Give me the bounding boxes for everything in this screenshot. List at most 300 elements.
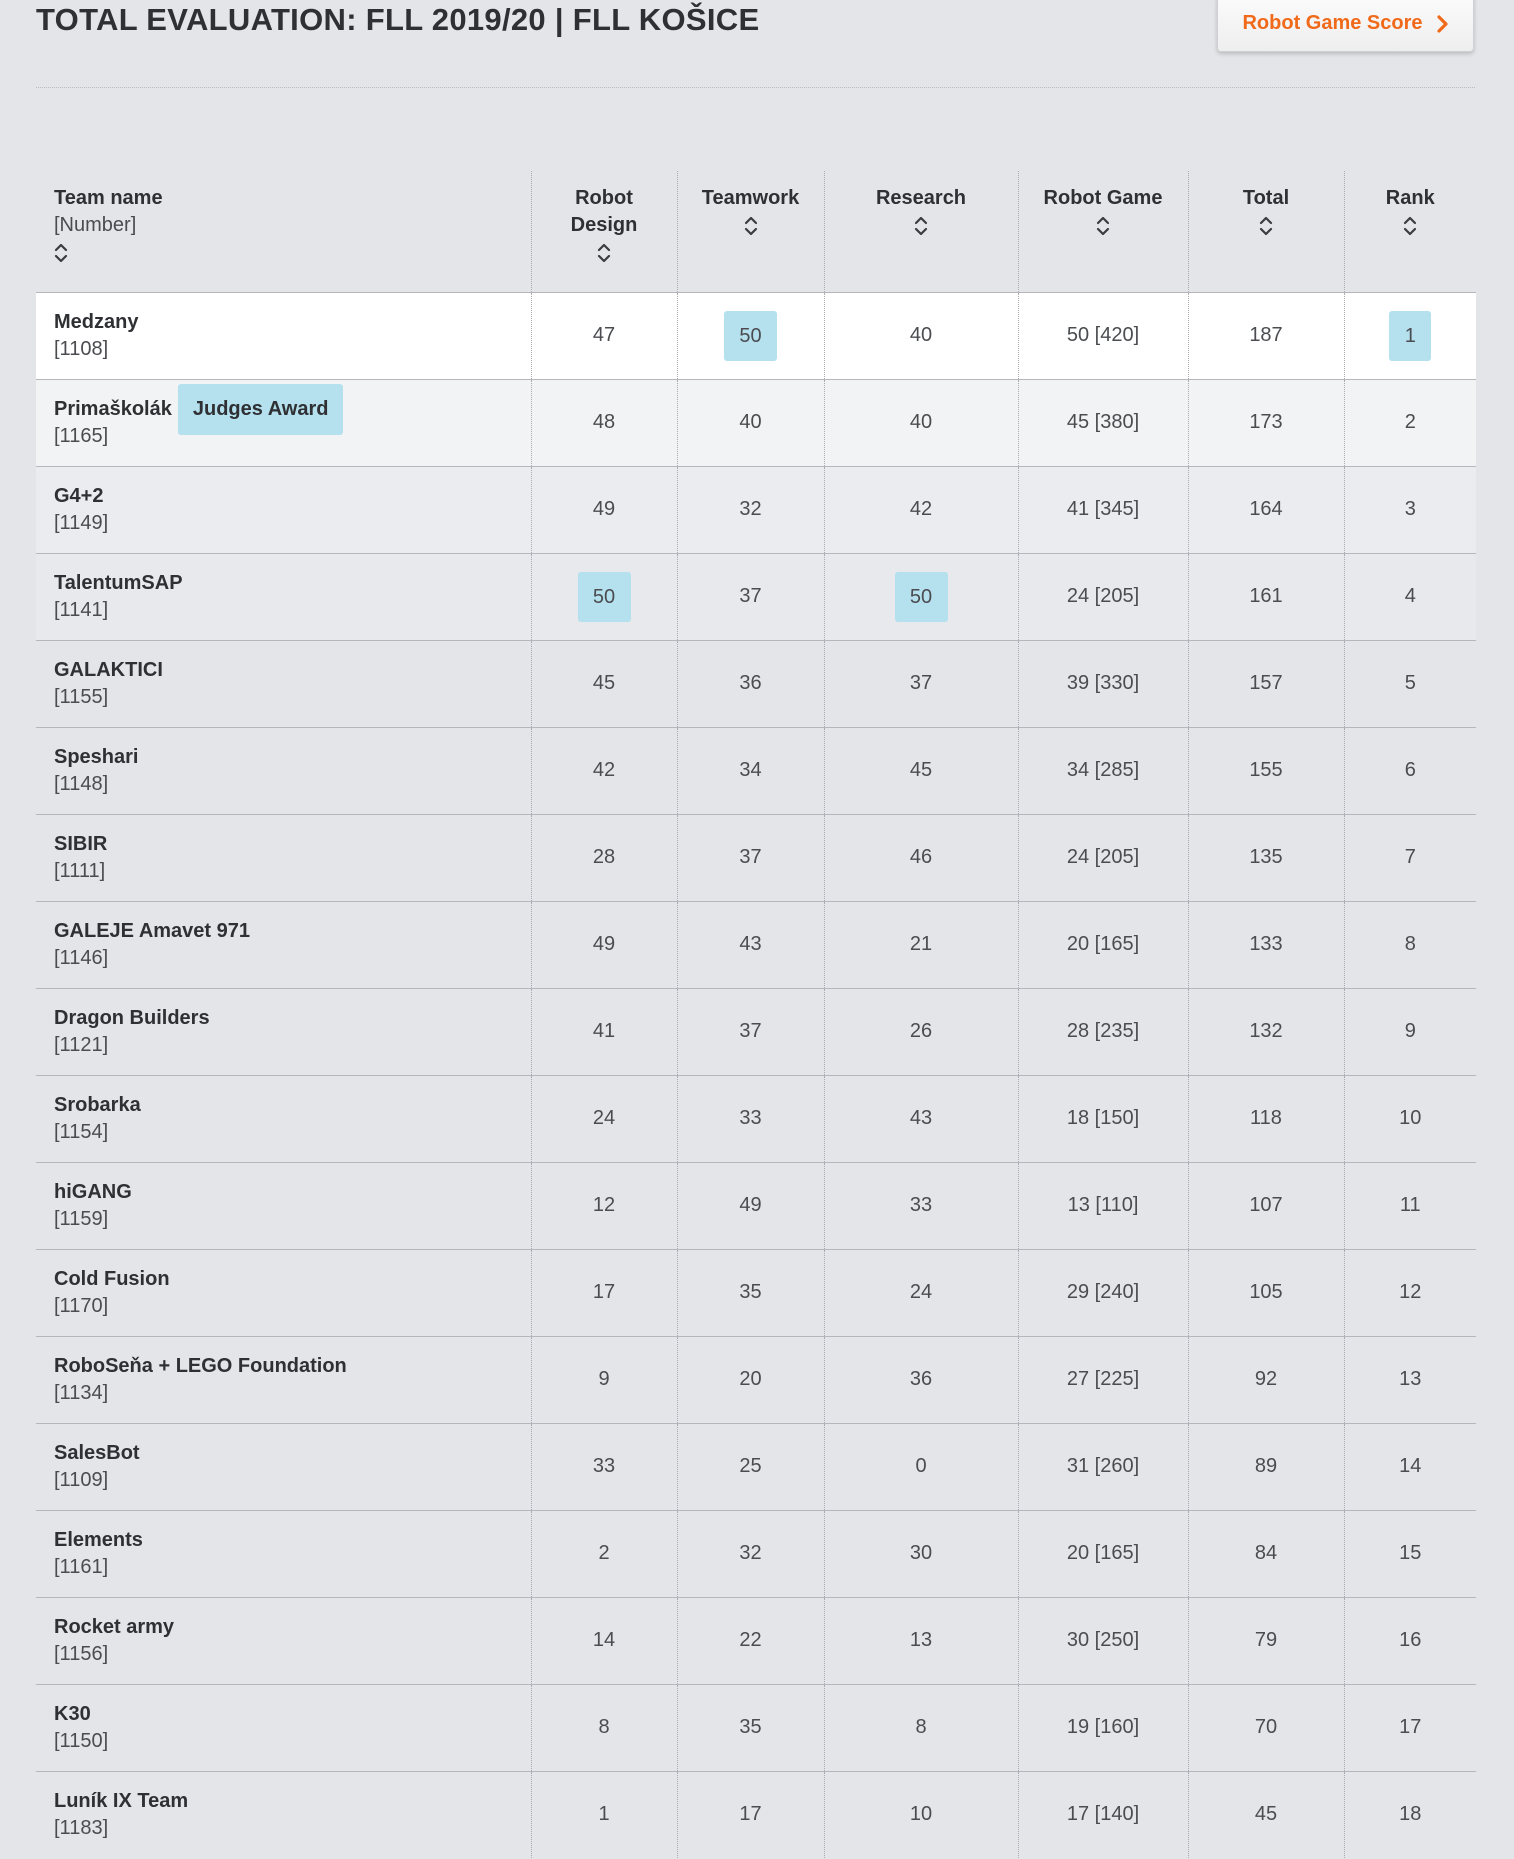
team-name: Rocket army	[54, 1615, 175, 1638]
robot-design-value: 41	[592, 1020, 616, 1042]
column-header-rank[interactable]	[1344, 171, 1476, 292]
total-cell	[1188, 466, 1344, 553]
team-cell	[36, 553, 531, 640]
total-value: 70	[1254, 1716, 1278, 1738]
robot-game-value: 31 [260]	[1066, 1455, 1140, 1477]
robot-game-cell	[1018, 1510, 1188, 1597]
research-cell	[824, 901, 1018, 988]
research-value: 26	[909, 1020, 933, 1042]
robot-design-value: 14	[592, 1629, 616, 1651]
research-value: 40	[909, 324, 933, 346]
teamwork-value: 37	[739, 846, 762, 868]
research-value-highlighted: 50	[895, 572, 948, 622]
robot-design-value: 28	[592, 846, 616, 868]
team-cell	[36, 1771, 531, 1858]
rank-cell	[1344, 1684, 1476, 1771]
total-cell	[1188, 814, 1344, 901]
teamwork-header-label: Teamwork	[701, 187, 800, 209]
table-row	[36, 1336, 1476, 1423]
rank-cell	[1344, 1162, 1476, 1249]
research-value: 42	[909, 498, 933, 520]
robot-game-cell	[1018, 1423, 1188, 1510]
column-header-team-name[interactable]	[36, 171, 531, 292]
research-value: 10	[909, 1803, 933, 1826]
total-cell	[1188, 1249, 1344, 1336]
sort-icon[interactable]	[1403, 214, 1417, 238]
total-cell	[1188, 1597, 1344, 1684]
robot-design-cell	[531, 1684, 677, 1771]
total-value: 84	[1254, 1542, 1278, 1564]
robot-game-value: 13 [110]	[1067, 1194, 1139, 1216]
teamwork-value: 35	[739, 1281, 762, 1303]
table-row	[36, 1075, 1476, 1162]
team-name: SIBIR	[54, 832, 108, 855]
team-cell	[36, 1336, 531, 1423]
total-cell	[1188, 1423, 1344, 1510]
total-value: 164	[1249, 498, 1283, 520]
research-cell	[824, 1597, 1018, 1684]
robot-game-value: 29 [240]	[1066, 1281, 1140, 1303]
teamwork-value-highlighted: 50	[724, 311, 777, 361]
teamwork-value: 40	[739, 411, 762, 433]
rank-cell	[1344, 292, 1476, 379]
robot-design-cell	[531, 901, 677, 988]
research-cell	[824, 1249, 1018, 1336]
robot-design-value: 47	[592, 324, 616, 346]
research-cell	[824, 1075, 1018, 1162]
robot-game-score-label: Robot Game Score	[1242, 12, 1423, 34]
robot-design-value: 49	[592, 933, 616, 955]
research-value: 36	[909, 1368, 933, 1390]
team-name: Cold Fusion	[54, 1267, 170, 1290]
team-cell	[36, 1075, 531, 1162]
table-row	[36, 553, 1476, 640]
total-cell	[1188, 727, 1344, 814]
teamwork-cell	[677, 1510, 824, 1597]
robot-game-header-label: Robot Game	[1043, 187, 1163, 209]
research-header-label: Research	[875, 187, 967, 209]
team-number: [1108]	[54, 337, 109, 360]
team-number: [1159]	[54, 1207, 109, 1230]
research-value: 30	[909, 1542, 933, 1564]
robot-design-cell	[531, 727, 677, 814]
research-value: 43	[909, 1107, 933, 1129]
robot-design-cell	[531, 814, 677, 901]
rank-cell	[1344, 814, 1476, 901]
team-name: Srobarka	[54, 1093, 141, 1116]
total-value: 161	[1249, 585, 1283, 607]
total-value: 173	[1249, 411, 1283, 433]
team-cell	[36, 1684, 531, 1771]
research-value: 46	[909, 846, 933, 868]
rank-value-highlighted: 1	[1389, 311, 1431, 361]
total-cell	[1188, 1771, 1344, 1858]
robot-game-cell	[1018, 466, 1188, 553]
total-cell	[1188, 1336, 1344, 1423]
robot-design-value: 42	[592, 759, 616, 781]
total-value: 135	[1249, 846, 1283, 868]
research-cell	[824, 1423, 1018, 1510]
robot-design-header-label-1: Robot	[575, 187, 633, 209]
robot-game-cell	[1018, 1162, 1188, 1249]
table-row	[36, 379, 1476, 466]
rank-value: 12	[1399, 1281, 1422, 1303]
teamwork-cell	[677, 727, 824, 814]
table-row	[36, 640, 1476, 727]
rank-value: 4	[1404, 585, 1416, 607]
teamwork-value: 33	[739, 1107, 762, 1129]
teamwork-cell	[677, 901, 824, 988]
team-number: [1111]	[54, 859, 106, 882]
teamwork-cell	[677, 292, 824, 379]
research-value: 24	[909, 1281, 933, 1303]
teamwork-cell	[677, 1162, 824, 1249]
rank-cell	[1344, 1510, 1476, 1597]
total-cell	[1188, 1684, 1344, 1771]
robot-design-cell	[531, 1597, 677, 1684]
robot-game-cell	[1018, 379, 1188, 466]
header-divider	[36, 87, 1475, 88]
table-row	[36, 1684, 1476, 1771]
table-row	[36, 1249, 1476, 1336]
team-name: Luník IX Team	[54, 1789, 189, 1812]
total-cell	[1188, 1075, 1344, 1162]
team-number: [1161]	[54, 1555, 109, 1578]
rank-cell	[1344, 1075, 1476, 1162]
robot-design-value-highlighted: 50	[578, 572, 631, 622]
team-cell	[36, 292, 531, 379]
teamwork-value: 43	[739, 933, 762, 955]
rank-value: 3	[1404, 498, 1416, 520]
team-cell	[36, 1510, 531, 1597]
robot-game-value: 28 [235]	[1066, 1020, 1140, 1042]
robot-design-cell	[531, 1423, 677, 1510]
rank-value: 15	[1399, 1542, 1422, 1564]
rank-cell	[1344, 1336, 1476, 1423]
sort-icon[interactable]	[54, 241, 68, 265]
research-cell	[824, 814, 1018, 901]
team-number: [1155]	[54, 685, 109, 708]
rank-value: 17	[1399, 1716, 1422, 1738]
rank-cell	[1344, 1597, 1476, 1684]
robot-design-value: 8	[598, 1716, 610, 1738]
table-row	[36, 814, 1476, 901]
table-row	[36, 727, 1476, 814]
teamwork-value: 49	[739, 1194, 762, 1216]
column-header-robot-game[interactable]	[1018, 171, 1188, 292]
team-name: G4+2	[54, 484, 104, 507]
research-value: 8	[915, 1716, 927, 1738]
team-cell	[36, 901, 531, 988]
sort-icon[interactable]	[1259, 214, 1273, 238]
robot-game-value: 41 [345]	[1066, 498, 1140, 520]
robot-design-value: 17	[592, 1281, 616, 1303]
rank-value: 18	[1399, 1803, 1422, 1826]
table-row	[36, 988, 1476, 1075]
team-name: Speshari	[54, 745, 139, 768]
column-header-teamwork[interactable]	[677, 171, 824, 292]
total-cell	[1188, 901, 1344, 988]
robot-game-score-button[interactable]	[1217, 0, 1474, 52]
teamwork-value: 36	[739, 672, 762, 694]
table-row	[36, 292, 1476, 379]
rank-value: 16	[1399, 1629, 1422, 1651]
research-value: 21	[909, 933, 933, 955]
team-cell	[36, 814, 531, 901]
robot-game-value: 34 [285]	[1066, 759, 1140, 781]
team-name: SalesBot	[54, 1441, 140, 1464]
rank-value: 10	[1399, 1107, 1422, 1129]
research-cell	[824, 1510, 1018, 1597]
rank-value: 7	[1404, 846, 1416, 868]
table-row	[36, 1597, 1476, 1684]
rank-value: 13	[1399, 1368, 1422, 1390]
team-cell	[36, 1597, 531, 1684]
rank-value: 11	[1399, 1194, 1421, 1216]
research-value: 37	[909, 672, 933, 694]
rank-cell	[1344, 379, 1476, 466]
robot-design-cell	[531, 292, 677, 379]
teamwork-value: 34	[739, 759, 762, 781]
robot-game-value: 17 [140]	[1066, 1803, 1140, 1826]
teamwork-value: 35	[739, 1716, 762, 1738]
robot-design-value: 2	[598, 1542, 610, 1564]
sort-icon[interactable]	[744, 214, 758, 238]
robot-game-value: 18 [150]	[1066, 1107, 1140, 1129]
robot-game-value: 30 [250]	[1066, 1629, 1140, 1651]
team-number: [1170]	[54, 1294, 109, 1317]
robot-design-value: 49	[592, 498, 616, 520]
total-cell	[1188, 292, 1344, 379]
total-value: 79	[1254, 1629, 1278, 1651]
robot-design-cell	[531, 640, 677, 727]
rank-cell	[1344, 1771, 1476, 1858]
total-value: 132	[1249, 1020, 1283, 1042]
team-number: [1148]	[54, 772, 109, 795]
robot-design-value: 1	[598, 1803, 610, 1826]
total-cell	[1188, 988, 1344, 1075]
team-cell	[36, 1423, 531, 1510]
rank-cell	[1344, 553, 1476, 640]
robot-game-cell	[1018, 1771, 1188, 1858]
teamwork-value: 32	[739, 1542, 762, 1564]
chevron-right-icon	[1437, 15, 1449, 33]
teamwork-value: 25	[739, 1455, 762, 1477]
robot-game-cell	[1018, 1249, 1188, 1336]
team-name: GALAKTICI	[54, 658, 163, 681]
team-number: [1165]	[54, 424, 109, 447]
robot-design-value: 24	[592, 1107, 616, 1129]
robot-design-cell	[531, 1075, 677, 1162]
team-name: Primaškolák	[54, 397, 172, 420]
total-value: 133	[1249, 933, 1283, 955]
rank-cell	[1344, 1249, 1476, 1336]
research-value: 45	[909, 759, 933, 781]
research-cell	[824, 1771, 1018, 1858]
column-header-research[interactable]	[824, 171, 1018, 292]
total-value: 187	[1249, 324, 1283, 346]
total-cell	[1188, 1162, 1344, 1249]
teamwork-value: 37	[739, 585, 762, 607]
robot-game-value: 24 [205]	[1066, 846, 1140, 868]
rank-value: 9	[1404, 1020, 1416, 1042]
robot-design-cell	[531, 1249, 677, 1336]
total-value: 45	[1254, 1803, 1278, 1826]
team-name: GALEJE Amavet 971	[54, 919, 251, 942]
team-name: Medzany	[54, 310, 139, 333]
research-cell	[824, 640, 1018, 727]
robot-game-cell	[1018, 553, 1188, 640]
robot-game-value: 19 [160]	[1066, 1716, 1140, 1738]
robot-game-cell	[1018, 1684, 1188, 1771]
teamwork-value: 37	[739, 1020, 762, 1042]
robot-game-value: 45 [380]	[1066, 411, 1140, 433]
robot-design-cell	[531, 466, 677, 553]
team-cell	[36, 640, 531, 727]
robot-design-value: 33	[592, 1455, 616, 1477]
teamwork-cell	[677, 1336, 824, 1423]
research-cell	[824, 379, 1018, 466]
table-row	[36, 466, 1476, 553]
sort-icon[interactable]	[1096, 214, 1110, 238]
robot-design-cell	[531, 1771, 677, 1858]
teamwork-cell	[677, 1597, 824, 1684]
robot-game-cell	[1018, 988, 1188, 1075]
team-name: K30	[54, 1702, 91, 1725]
total-value: 157	[1249, 672, 1283, 694]
research-cell	[824, 1162, 1018, 1249]
total-value: 155	[1249, 759, 1283, 781]
robot-game-value: 20 [165]	[1066, 933, 1140, 955]
total-value: 105	[1249, 1281, 1283, 1303]
rank-cell	[1344, 466, 1476, 553]
rank-value: 14	[1399, 1455, 1422, 1477]
teamwork-value: 20	[739, 1368, 762, 1390]
research-cell	[824, 1684, 1018, 1771]
table-row	[36, 1510, 1476, 1597]
robot-design-cell	[531, 1162, 677, 1249]
rank-cell	[1344, 988, 1476, 1075]
teamwork-cell	[677, 988, 824, 1075]
team-cell	[36, 1162, 531, 1249]
team-name: Dragon Builders	[54, 1006, 210, 1029]
robot-game-cell	[1018, 292, 1188, 379]
column-header-total[interactable]	[1188, 171, 1344, 292]
robot-game-cell	[1018, 814, 1188, 901]
team-name: Elements	[54, 1528, 143, 1551]
robot-game-value: 20 [165]	[1066, 1542, 1140, 1564]
team-number: [1134]	[54, 1381, 109, 1404]
team-cell	[36, 379, 531, 466]
robot-design-value: 45	[592, 672, 616, 694]
team-number: [1183]	[54, 1816, 109, 1839]
evaluation-table	[36, 171, 1476, 1858]
robot-game-cell	[1018, 1075, 1188, 1162]
total-cell	[1188, 1510, 1344, 1597]
robot-design-value: 12	[592, 1194, 616, 1216]
research-value: 40	[909, 411, 933, 433]
team-name-header-label: Team name	[54, 187, 163, 209]
team-number: [1121]	[54, 1033, 109, 1056]
teamwork-value: 22	[739, 1629, 762, 1651]
team-number: [1149]	[54, 511, 109, 534]
teamwork-cell	[677, 553, 824, 640]
robot-game-cell	[1018, 1597, 1188, 1684]
teamwork-cell	[677, 1771, 824, 1858]
research-cell	[824, 292, 1018, 379]
team-name: hiGANG	[54, 1180, 132, 1203]
teamwork-cell	[677, 640, 824, 727]
research-cell	[824, 466, 1018, 553]
total-header-label: Total	[1242, 187, 1290, 209]
sort-icon[interactable]	[914, 214, 928, 238]
rank-value: 6	[1404, 759, 1416, 781]
robot-design-cell	[531, 1336, 677, 1423]
table-row	[36, 901, 1476, 988]
robot-game-cell	[1018, 640, 1188, 727]
teamwork-cell	[677, 466, 824, 553]
table-header-row	[36, 171, 1476, 292]
robot-design-cell	[531, 1510, 677, 1597]
column-header-robot-design[interactable]	[531, 171, 677, 292]
total-cell	[1188, 553, 1344, 640]
total-value: 118	[1250, 1107, 1282, 1129]
teamwork-cell	[677, 1423, 824, 1510]
robot-design-cell	[531, 988, 677, 1075]
rank-value: 8	[1404, 933, 1416, 955]
robot-game-cell	[1018, 1336, 1188, 1423]
research-value: 33	[909, 1194, 933, 1216]
teamwork-cell	[677, 814, 824, 901]
robot-game-value: 27 [225]	[1066, 1368, 1140, 1390]
research-value: 0	[915, 1455, 927, 1477]
sort-icon[interactable]	[597, 241, 611, 265]
total-cell	[1188, 640, 1344, 727]
team-cell	[36, 1249, 531, 1336]
research-value: 13	[909, 1629, 933, 1651]
team-number: [1109]	[54, 1468, 109, 1491]
robot-design-value: 48	[592, 411, 616, 433]
team-number: [1141]	[54, 598, 109, 621]
table-row	[36, 1423, 1476, 1510]
research-cell	[824, 988, 1018, 1075]
rank-cell	[1344, 901, 1476, 988]
team-name: TalentumSAP	[54, 571, 183, 594]
research-cell	[824, 727, 1018, 814]
robot-design-cell	[531, 553, 677, 640]
teamwork-value: 17	[739, 1803, 762, 1826]
robot-game-cell	[1018, 901, 1188, 988]
total-value: 107	[1249, 1194, 1283, 1216]
robot-design-cell	[531, 379, 677, 466]
rank-cell	[1344, 640, 1476, 727]
robot-design-value: 9	[598, 1368, 610, 1390]
teamwork-cell	[677, 1684, 824, 1771]
research-cell	[824, 1336, 1018, 1423]
team-cell	[36, 988, 531, 1075]
research-cell	[824, 553, 1018, 640]
teamwork-value: 32	[739, 498, 762, 520]
team-number: [1156]	[54, 1642, 109, 1665]
rank-cell	[1344, 727, 1476, 814]
team-number: [1150]	[54, 1729, 109, 1752]
teamwork-cell	[677, 1075, 824, 1162]
team-number: [1146]	[54, 946, 109, 969]
team-cell	[36, 466, 531, 553]
award-badge: Judges Award	[178, 384, 344, 435]
robot-game-value: 50 [420]	[1066, 324, 1140, 346]
robot-game-cell	[1018, 727, 1188, 814]
